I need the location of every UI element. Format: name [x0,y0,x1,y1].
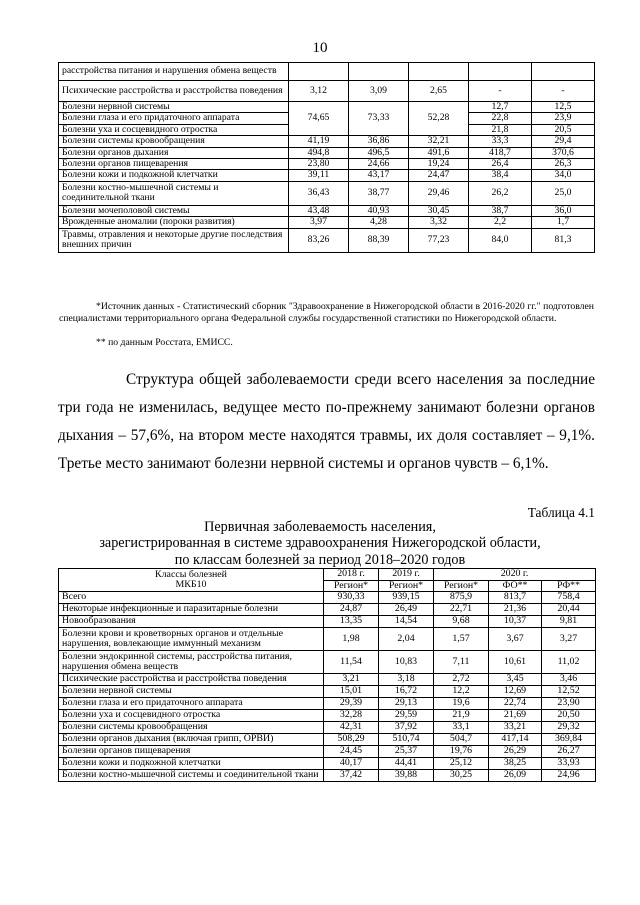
cell-value: 23,9 [532,113,595,124]
cell-value: 26,4 [469,159,532,170]
cell-value: 33,1 [434,722,489,734]
table-title-line: Первичная заболеваемость населения, [204,519,436,535]
table-row [59,181,595,205]
table-row [59,136,595,147]
cell-value: 3,67 [489,628,542,651]
cell-value: 3,21 [324,674,379,686]
row-label: Некоторые инфекционные и паразитарные болезни [59,604,324,616]
table-title-line: зарегистрированная в системе здравоохранения Нижегородской области, [99,535,541,552]
cell-value: 43,48 [289,205,349,216]
cell-value: 29,4 [532,136,595,147]
table-row [59,758,596,770]
cell-value: 22,74 [489,698,542,710]
cell-value: 26,27 [542,746,596,758]
cell-value: 3,46 [542,674,596,686]
table-row [59,674,596,686]
cell-value: 77,23 [409,228,469,252]
cell-value: 12,2 [434,686,489,698]
table-row [59,722,596,734]
cell-value: 494,8 [289,147,349,158]
cell-value: 10,83 [379,651,434,674]
row-label: Болезни кожи и подкожной клетчатки [59,170,289,181]
cell-value: 29,13 [379,698,434,710]
cell-value: 2,65 [409,81,469,102]
table-row [59,651,596,674]
table-row [59,770,596,782]
cell-value: 496,5 [349,147,409,158]
cell-value: 504,7 [434,734,489,746]
cell-value: 22,8 [469,113,532,124]
cell-value: 1,98 [324,628,379,651]
header-year-2019: 2019 г. [379,569,434,581]
cell-value: 813,7 [489,592,542,604]
row-label: Болезни глаза и его придаточного аппарата [59,698,324,710]
row-label: Болезни крови и кроветворных органов и отдельные нарушения, вовлекающие иммунный механизм [59,628,324,651]
cell-value: 83,26 [289,228,349,252]
cell-value: 33,3 [469,136,532,147]
cell-value: 20,44 [542,604,596,616]
cell-value: 21,8 [469,124,532,135]
row-label: Болезни системы кровообращения [59,136,289,147]
cell-value: 24,47 [409,170,469,181]
cell-value: 3,18 [379,674,434,686]
cell-value: 24,87 [324,604,379,616]
header-region: Регион* [379,580,434,592]
cell-value: 37,92 [379,722,434,734]
cell-value: 369,84 [542,734,596,746]
cell-value-merged: 74,65 [289,102,349,136]
table-row [59,81,595,102]
cell-value: 34,0 [532,170,595,181]
cell-value: 1,7 [532,217,595,228]
cell-value: 26,2 [469,181,532,205]
row-label: Болезни уха и сосцевидного отростка [59,710,324,722]
cell-value: 2,04 [379,628,434,651]
cell-value: 370,6 [532,147,595,158]
row-label: Всего [59,592,324,604]
cell-value: 20,5 [532,124,595,135]
rosstat-footnote: ** по данным Росстата, ЕМИСС. [96,337,233,348]
cell-value: 36,86 [349,136,409,147]
cell-value: 10,37 [489,616,542,628]
row-label: Болезни мочеполовой системы [59,205,289,216]
header-fo: ФО** [489,580,542,592]
cell-value: 21,9 [434,710,489,722]
cell-value [532,63,595,81]
cell-value: 24,45 [324,746,379,758]
cell-value: 758,4 [542,592,596,604]
cell-value: 26,29 [489,746,542,758]
row-label: Болезни органов пищеварения [59,159,289,170]
cell-value: 2,2 [469,217,532,228]
table-row [59,686,596,698]
cell-value: 38,25 [489,758,542,770]
cell-value: 12,5 [532,102,595,113]
cell-value: 88,39 [349,228,409,252]
table-row [59,616,596,628]
cell-value: 875,9 [434,592,489,604]
row-label: расстройства питания и нарушения обмена веществ [59,63,289,81]
cell-value: - [469,81,532,102]
table-row [59,628,596,651]
cell-value: 9,81 [542,616,596,628]
table-row [59,746,596,758]
row-label: Болезни нервной системы [59,102,289,113]
cell-value: 33,93 [542,758,596,770]
cell-value: 14,54 [379,616,434,628]
body-paragraph: Структура общей заболеваемости среди всего населения за последние три года не изменилась, ведущее место по-прежнему занимают болезни органов дыхания – 57,6%, на втором месте находятся травмы, их доля составляет – 9,1%. Третье место занимают болезни нервной системы и органов чувств – 6,1%. [58,371,595,472]
row-label: Болезни органов дыхания (включая грипп, ОРВИ) [59,734,324,746]
cell-value: 21,69 [489,710,542,722]
table-row [59,205,595,216]
cell-value: 38,77 [349,181,409,205]
cell-value: 25,0 [532,181,595,205]
row-label: Болезни органов дыхания [59,147,289,158]
cell-value: 21,36 [489,604,542,616]
source-footnote: *Источник данных - Статистический сборник "Здравоохранение в Нижегородской области в 2016-2020 гг." подготовлен специалистами территориального органа Федеральной службы государственной статистики по Нижегородской области. [59,301,594,324]
cell-value: 23,90 [542,698,596,710]
cell-value: 4,28 [349,217,409,228]
header-mkb-label: МКБ10 [175,579,207,591]
cell-value: 510,74 [379,734,434,746]
cell-value: 19,6 [434,698,489,710]
table-row [59,147,595,158]
cell-value: 20,50 [542,710,596,722]
cell-value: 26,09 [489,770,542,782]
row-label: Болезни костно-мышечной системы и соединительной ткани [59,181,289,205]
header-region: Регион* [434,580,489,592]
cell-value: 3,09 [349,81,409,102]
cell-value: 40,17 [324,758,379,770]
header-rf: РФ** [542,580,596,592]
cell-value: 29,39 [324,698,379,710]
cell-value-merged: 52,28 [409,102,469,136]
cell-value: 19,24 [409,159,469,170]
primary-morbidity-table [58,568,596,782]
row-label: Болезни глаза и его придаточного аппарата [59,113,289,124]
cell-value: 43,17 [349,170,409,181]
cell-value: 29,46 [409,181,469,205]
cell-value: 418,7 [469,147,532,158]
header-classes-label: Классы болезней [155,568,227,580]
cell-value: 81,3 [532,228,595,252]
cell-value: 13,35 [324,616,379,628]
cell-value: 939,15 [379,592,434,604]
cell-value: 12,69 [489,686,542,698]
cell-value: 491,6 [409,147,469,158]
cell-value: 3,32 [409,217,469,228]
cell-value: 24,96 [542,770,596,782]
cell-value: 41,19 [289,136,349,147]
row-label: Новообразования [59,616,324,628]
row-label: Болезни нервной системы [59,686,324,698]
cell-value [289,63,349,81]
table-row [59,228,595,252]
table-row [59,217,595,228]
cell-value: 38,7 [469,205,532,216]
cell-value: 32,28 [324,710,379,722]
table-row [59,734,596,746]
cell-value: 10,61 [489,651,542,674]
cell-value: 9,68 [434,616,489,628]
cell-value: 508,29 [324,734,379,746]
cell-value: 7,11 [434,651,489,674]
table-row [59,102,595,113]
table-row [59,592,596,604]
table-header-row [59,569,596,581]
cell-value: 30,45 [409,205,469,216]
cell-value: 3,97 [289,217,349,228]
cell-value: 25,12 [434,758,489,770]
cell-value-merged: 73,33 [349,102,409,136]
cell-value: 11,02 [542,651,596,674]
row-label: Психические расстройства и расстройства поведения [59,674,324,686]
cell-value: 32,21 [409,136,469,147]
cell-value: 2,72 [434,674,489,686]
row-label: Болезни эндокринной системы, расстройства питания, нарушения обмена веществ [59,651,324,674]
cell-value: 38,4 [469,170,532,181]
table-row [59,604,596,616]
cell-value: 1,57 [434,628,489,651]
row-label: Психические расстройства и расстройства поведения [59,81,289,102]
table-row [59,698,596,710]
cell-value: 3,45 [489,674,542,686]
header-year-2020: 2020 г. [434,569,596,581]
row-label: Болезни кожи и подкожной клетчатки [59,758,324,770]
cell-value: 42,31 [324,722,379,734]
table-row [59,63,595,81]
cell-value: 15,01 [324,686,379,698]
header-year-2018: 2018 г. [324,569,379,581]
cell-value: 24,66 [349,159,409,170]
table-row [59,159,595,170]
cell-value: 26,3 [532,159,595,170]
table-row [59,170,595,181]
cell-value: 29,32 [542,722,596,734]
cell-value: 39,88 [379,770,434,782]
cell-value: 19,76 [434,746,489,758]
header-classes [59,569,324,592]
row-label: Болезни системы кровообращения [59,722,324,734]
cell-value [349,63,409,81]
cell-value: 37,42 [324,770,379,782]
table-title-line: по классам болезней за период 2018–2020 годов [174,551,466,568]
cell-value: 84,0 [469,228,532,252]
header-region: Регион* [324,580,379,592]
cell-value: 22,71 [434,604,489,616]
cell-value: 30,25 [434,770,489,782]
cell-value: 11,54 [324,651,379,674]
cell-value: 3,27 [542,628,596,651]
row-label: Болезни органов пищеварения [59,746,324,758]
cell-value: 12,7 [469,102,532,113]
cell-value: 12,52 [542,686,596,698]
table-row [59,710,596,722]
cell-value: 16,72 [379,686,434,698]
morbidity-table-continued [58,62,595,253]
cell-value: - [532,81,595,102]
cell-value: 26,49 [379,604,434,616]
cell-value: 29,59 [379,710,434,722]
row-label: Болезни костно-мышечной системы и соединительной ткани [59,770,324,782]
cell-value: 3,12 [289,81,349,102]
page-number: 10 [312,40,328,56]
cell-value: 40,93 [349,205,409,216]
cell-value: 36,43 [289,181,349,205]
cell-value [409,63,469,81]
table-title [0,519,640,568]
row-label: Болезни уха и сосцевидного отростка [59,124,289,135]
row-label: Травмы, отравления и некоторые другие последствия внешних причин [59,228,289,252]
cell-value [469,63,532,81]
cell-value: 36,0 [532,205,595,216]
table-label: Таблица 4.1 [527,505,595,520]
cell-value: 417,14 [489,734,542,746]
row-label: Врожденные аномалии (пороки развития) [59,217,289,228]
cell-value: 23,80 [289,159,349,170]
cell-value: 39,11 [289,170,349,181]
cell-value: 44,41 [379,758,434,770]
cell-value: 930,33 [324,592,379,604]
cell-value: 33,21 [489,722,542,734]
cell-value: 25,37 [379,746,434,758]
